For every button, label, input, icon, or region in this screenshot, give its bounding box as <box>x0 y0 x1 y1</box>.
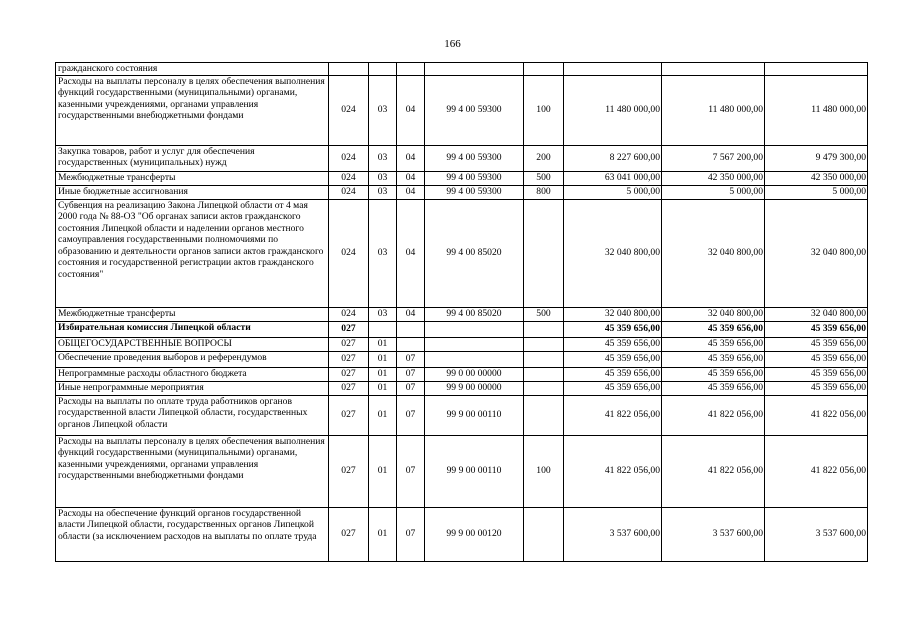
sum-year-1: 5 000,00 <box>564 185 662 199</box>
section-code: 01 <box>369 351 397 367</box>
subsection-code: 04 <box>397 307 425 321</box>
row-name: Расходы на обеспечение функций органов государственной власти Липецкой области, государственных органов Липецкой области (за исключением расходов на выплаты по оплате труда <box>56 507 329 561</box>
section-code: 03 <box>369 307 397 321</box>
sum-year-2: 45 359 656,00 <box>662 321 765 337</box>
sum-year-2: 41 822 056,00 <box>662 395 765 435</box>
sum-year-1: 45 359 656,00 <box>564 351 662 367</box>
row-name: Субвенция на реализацию Закона Липецкой области от 4 мая 2000 года № 88-ОЗ "Об органах записи актов гражданского состояния Липецкой области и наделении органов местного самоуправления государственными полномочиями по образованию и деятельности органов записи актов гражданского состояния и государственной регистрации актов гражданского состояния" <box>56 199 329 307</box>
sum-year-2: 45 359 656,00 <box>662 367 765 381</box>
budget-table <box>55 62 868 562</box>
section-code: 03 <box>369 145 397 171</box>
target-article: 99 9 00 00000 <box>425 381 524 395</box>
sum-year-3: 45 359 656,00 <box>765 337 868 351</box>
table-row <box>56 145 868 171</box>
table-body <box>56 63 868 562</box>
section-code <box>369 63 397 76</box>
sum-year-1: 32 040 800,00 <box>564 307 662 321</box>
sum-year-2: 45 359 656,00 <box>662 337 765 351</box>
sum-year-1: 41 822 056,00 <box>564 435 662 507</box>
table-row <box>56 75 868 145</box>
admin-code: 027 <box>329 337 369 351</box>
target-article: 99 4 00 85020 <box>425 199 524 307</box>
table-row <box>56 321 868 337</box>
subsection-code: 07 <box>397 351 425 367</box>
row-name: Избирательная комиссия Липецкой области <box>56 321 329 337</box>
table-row <box>56 307 868 321</box>
row-name: Межбюджетные трансферты <box>56 171 329 185</box>
target-article: 99 4 00 59300 <box>425 171 524 185</box>
admin-code: 027 <box>329 367 369 381</box>
expense-type <box>524 367 564 381</box>
sum-year-2: 32 040 800,00 <box>662 199 765 307</box>
table-row <box>56 351 868 367</box>
section-code: 03 <box>369 199 397 307</box>
table-row <box>56 199 868 307</box>
expense-type <box>524 381 564 395</box>
expense-type: 500 <box>524 307 564 321</box>
sum-year-1: 41 822 056,00 <box>564 395 662 435</box>
table-row <box>56 367 868 381</box>
sum-year-3: 45 359 656,00 <box>765 321 868 337</box>
sum-year-1: 45 359 656,00 <box>564 367 662 381</box>
target-article: 99 4 00 59300 <box>425 75 524 145</box>
sum-year-3: 45 359 656,00 <box>765 351 868 367</box>
section-code: 01 <box>369 337 397 351</box>
page-number: 166 <box>444 38 461 50</box>
subsection-code <box>397 321 425 337</box>
admin-code <box>329 63 369 76</box>
admin-code: 027 <box>329 395 369 435</box>
subsection-code: 07 <box>397 507 425 561</box>
expense-type <box>524 199 564 307</box>
sum-year-1 <box>564 63 662 76</box>
admin-code: 024 <box>329 185 369 199</box>
subsection-code: 04 <box>397 75 425 145</box>
sum-year-2: 42 350 000,00 <box>662 171 765 185</box>
sum-year-2: 11 480 000,00 <box>662 75 765 145</box>
section-code: 03 <box>369 185 397 199</box>
target-article <box>425 63 524 76</box>
subsection-code: 04 <box>397 199 425 307</box>
subsection-code: 04 <box>397 185 425 199</box>
sum-year-1: 45 359 656,00 <box>564 321 662 337</box>
sum-year-3: 9 479 300,00 <box>765 145 868 171</box>
section-code: 01 <box>369 381 397 395</box>
sum-year-1: 3 537 600,00 <box>564 507 662 561</box>
sum-year-2: 32 040 800,00 <box>662 307 765 321</box>
target-article: 99 4 00 59300 <box>425 145 524 171</box>
expense-type <box>524 507 564 561</box>
sum-year-3 <box>765 63 868 76</box>
target-article <box>425 351 524 367</box>
section-code: 01 <box>369 395 397 435</box>
section-code: 01 <box>369 435 397 507</box>
section-code: 01 <box>369 367 397 381</box>
sum-year-1: 45 359 656,00 <box>564 337 662 351</box>
row-name: Иные непрограммные мероприятия <box>56 381 329 395</box>
target-article: 99 9 00 00110 <box>425 435 524 507</box>
row-name: Межбюджетные трансферты <box>56 307 329 321</box>
table-row <box>56 63 868 76</box>
subsection-code <box>397 63 425 76</box>
admin-code: 027 <box>329 351 369 367</box>
expense-type <box>524 351 564 367</box>
target-article: 99 4 00 59300 <box>425 185 524 199</box>
table-row <box>56 395 868 435</box>
sum-year-3: 45 359 656,00 <box>765 367 868 381</box>
subsection-code: 07 <box>397 395 425 435</box>
sum-year-3: 41 822 056,00 <box>765 395 868 435</box>
expense-type <box>524 63 564 76</box>
section-code <box>369 321 397 337</box>
target-article: 99 4 00 85020 <box>425 307 524 321</box>
expense-type <box>524 321 564 337</box>
subsection-code: 07 <box>397 381 425 395</box>
target-article <box>425 321 524 337</box>
admin-code: 024 <box>329 199 369 307</box>
row-name: ОБЩЕГОСУДАРСТВЕННЫЕ ВОПРОСЫ <box>56 337 329 351</box>
row-name: Расходы на выплаты персоналу в целях обеспечения выполнения функций государственными (муниципальными) органами, казенными учреждениями, органами управления государственными внебюджетными фондами <box>56 435 329 507</box>
sum-year-3: 45 359 656,00 <box>765 381 868 395</box>
subsection-code: 04 <box>397 171 425 185</box>
table-row <box>56 185 868 199</box>
table-row <box>56 507 868 561</box>
row-name: Иные бюджетные ассигнования <box>56 185 329 199</box>
sum-year-1: 45 359 656,00 <box>564 381 662 395</box>
row-name: Расходы на выплаты по оплате труда работников органов государственной власти Липецкой области, государственных органов Липецкой области <box>56 395 329 435</box>
sum-year-3: 42 350 000,00 <box>765 171 868 185</box>
admin-code: 027 <box>329 321 369 337</box>
expense-type: 800 <box>524 185 564 199</box>
sum-year-1: 11 480 000,00 <box>564 75 662 145</box>
sum-year-1: 32 040 800,00 <box>564 199 662 307</box>
admin-code: 024 <box>329 75 369 145</box>
subsection-code <box>397 337 425 351</box>
table-row <box>56 337 868 351</box>
target-article: 99 0 00 00000 <box>425 367 524 381</box>
expense-type <box>524 337 564 351</box>
target-article: 99 9 00 00110 <box>425 395 524 435</box>
sum-year-1: 63 041 000,00 <box>564 171 662 185</box>
expense-type <box>524 395 564 435</box>
sum-year-2: 45 359 656,00 <box>662 381 765 395</box>
sum-year-3: 3 537 600,00 <box>765 507 868 561</box>
row-name: Расходы на выплаты персоналу в целях обеспечения выполнения функций государственными (муниципальными) органами, казенными учреждениями, органами управления государственными внебюджетными фондами <box>56 75 329 145</box>
row-name: гражданского состояния <box>56 63 329 76</box>
sum-year-2 <box>662 63 765 76</box>
sum-year-3: 11 480 000,00 <box>765 75 868 145</box>
sum-year-1: 8 227 600,00 <box>564 145 662 171</box>
table-row <box>56 435 868 507</box>
expense-type: 200 <box>524 145 564 171</box>
sum-year-2: 45 359 656,00 <box>662 351 765 367</box>
sum-year-2: 7 567 200,00 <box>662 145 765 171</box>
subsection-code: 07 <box>397 435 425 507</box>
section-code: 03 <box>369 75 397 145</box>
admin-code: 027 <box>329 507 369 561</box>
sum-year-2: 41 822 056,00 <box>662 435 765 507</box>
admin-code: 027 <box>329 435 369 507</box>
row-name: Обеспечение проведения выборов и референдумов <box>56 351 329 367</box>
target-article <box>425 337 524 351</box>
row-name: Непрограммные расходы областного бюджета <box>56 367 329 381</box>
sum-year-2: 5 000,00 <box>662 185 765 199</box>
admin-code: 024 <box>329 171 369 185</box>
expense-type: 100 <box>524 435 564 507</box>
table-row <box>56 171 868 185</box>
expense-type: 500 <box>524 171 564 185</box>
section-code: 03 <box>369 171 397 185</box>
admin-code: 027 <box>329 381 369 395</box>
sum-year-3: 41 822 056,00 <box>765 435 868 507</box>
sum-year-3: 5 000,00 <box>765 185 868 199</box>
sum-year-2: 3 537 600,00 <box>662 507 765 561</box>
admin-code: 024 <box>329 307 369 321</box>
target-article: 99 9 00 00120 <box>425 507 524 561</box>
admin-code: 024 <box>329 145 369 171</box>
subsection-code: 07 <box>397 367 425 381</box>
section-code: 01 <box>369 507 397 561</box>
row-name: Закупка товаров, работ и услуг для обеспечения государственных (муниципальных) нужд <box>56 145 329 171</box>
expense-type: 100 <box>524 75 564 145</box>
sum-year-3: 32 040 800,00 <box>765 307 868 321</box>
sum-year-3: 32 040 800,00 <box>765 199 868 307</box>
subsection-code: 04 <box>397 145 425 171</box>
table-row <box>56 381 868 395</box>
